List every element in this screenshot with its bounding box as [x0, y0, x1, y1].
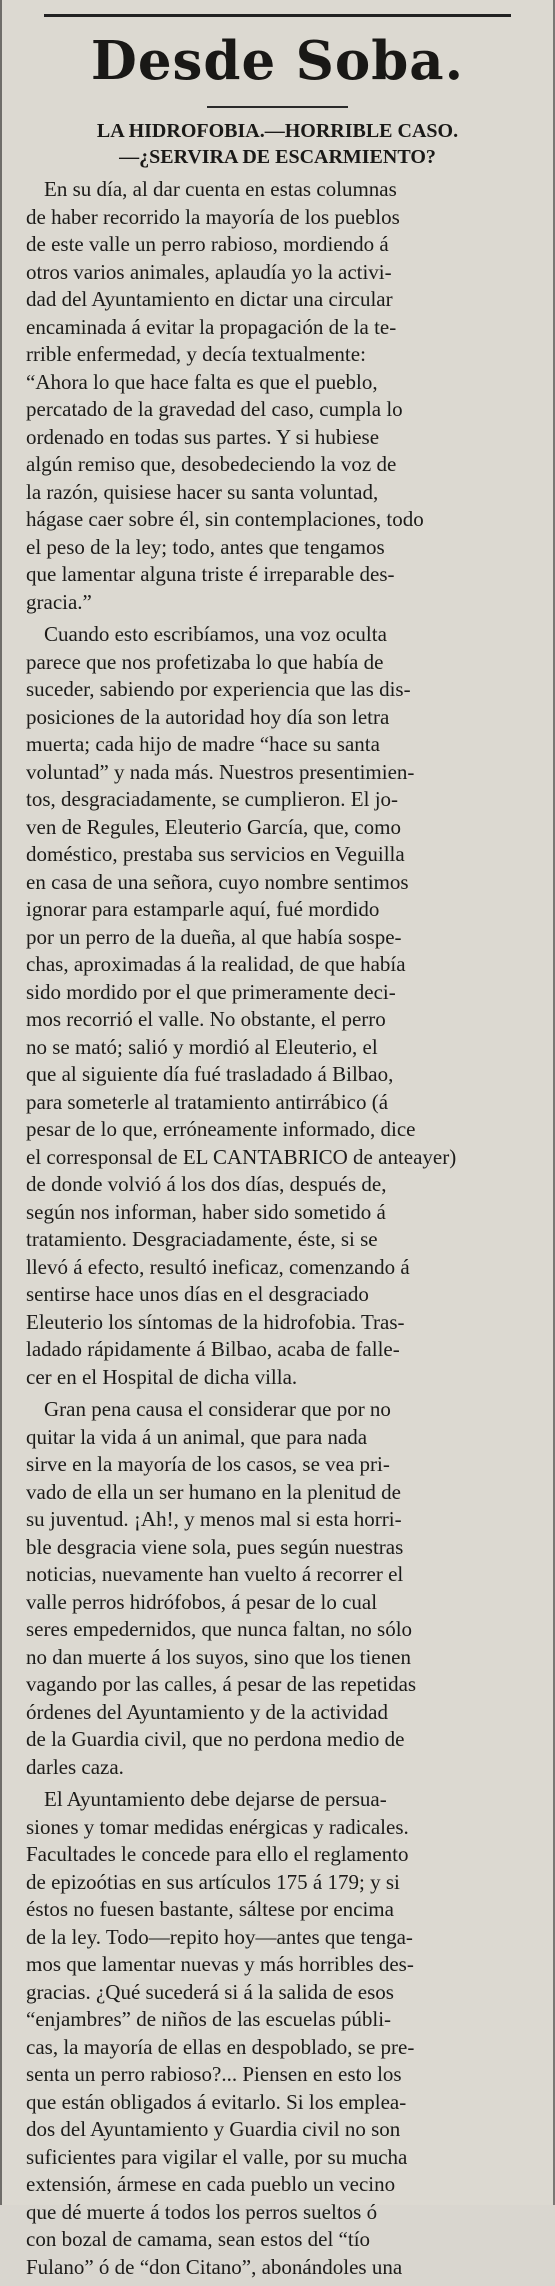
- article-paragraph: [26, 176, 541, 616]
- article-line: gracia.”: [26, 589, 92, 614]
- article-line: tos, desgraciadamente, se cumplieron. El jo-: [26, 787, 399, 811]
- article-line: mos recorrió el valle. No obstante, el perro: [26, 1007, 386, 1031]
- article-line: El Ayuntamiento debe dejarse de persua-: [44, 1787, 387, 1811]
- article-paragraph: [26, 1786, 541, 2281]
- article-line: Fulano” ó de “don Citano”, abonándoles una: [26, 2254, 403, 2279]
- article-heading: [22, 118, 533, 170]
- article-line: su juventud. ¡Ah!, y menos mal si esta horri-: [26, 1507, 402, 1531]
- article-line: que están obligados á evitarlo. Si los emplea-: [26, 2089, 407, 2114]
- article-line: por un perro de la dueña, al que había sospe-: [26, 924, 402, 949]
- article-line: darles caza.: [26, 1754, 124, 1779]
- article-line: tratamiento. Desgraciadamente, éste, si se: [26, 1227, 378, 1251]
- article-line: ordenado en todas sus partes. Y si hubiese: [26, 424, 380, 449]
- article-line: no se mató; salió y mordió al Eleuterio, el: [26, 1034, 378, 1059]
- article-line: éstos no fuesen bastante, sáltese por encima: [26, 1897, 394, 1921]
- article-line: ble desgracia viene sola, pues según nuestras: [26, 1534, 404, 1559]
- article-line: Cuando esto escribíamos, una voz oculta: [44, 622, 387, 646]
- heading-line-2: —¿SERVIRA DE ESCARMIENTO?: [119, 146, 436, 168]
- article-line: de este valle un perro rabioso, mordiendo á: [26, 232, 389, 256]
- article-line: senta un perro rabioso?... Piensen en esto los: [26, 2062, 402, 2086]
- article-line: según nos informan, haber sido sometido á: [26, 1199, 386, 1224]
- article-line: “enjambres” de niños de las escuelas públi-: [26, 2007, 392, 2031]
- article-line: para someterle al tratamiento antirrábico (á: [26, 1089, 389, 1114]
- article-line: cas, la mayoría de ellas en despoblado, se pre-: [26, 2034, 415, 2059]
- article-line: de donde volvió á los dos días, después de,: [26, 1172, 387, 1196]
- article-line: que dé muerte á todos los perros sueltos ó: [26, 2199, 378, 2224]
- heading-line-1: LA HIDROFOBIA.—HORRIBLE CASO.: [96, 120, 459, 142]
- article-line: suceder, sabiendo por experiencia que las dis-: [26, 677, 411, 701]
- section-divider: [207, 106, 348, 108]
- article-line: dos del Ayuntamiento y Guardia civil no son: [26, 2117, 401, 2141]
- article-line: En su día, al dar cuenta en estas columnas: [44, 177, 397, 201]
- article-paragraph: [26, 621, 541, 1391]
- article-line: Gran pena causa el considerar que por no: [44, 1397, 391, 1421]
- article-line: otros varios animales, aplaudía yo la activi-: [26, 259, 392, 284]
- article-line: seres empedernidos, que nunca faltan, no sólo: [26, 1617, 413, 1641]
- article-line: ignorar para estamparle aquí, fué mordido: [26, 897, 380, 921]
- article-line: dad del Ayuntamiento en dictar una circular: [26, 287, 393, 311]
- article-line: órdenes del Ayuntamiento y de la actividad: [26, 1699, 388, 1724]
- article-line: noticias, nuevamente han vuelto á recorrer el: [26, 1562, 404, 1586]
- article-line: que al siguiente día fué trasladado á Bilbao,: [26, 1062, 394, 1086]
- article-line: posiciones de la autoridad hoy día son letra: [26, 704, 390, 729]
- masthead-title: Desde Soba.: [90, 30, 465, 92]
- article-line: ven de Regules, Eleuterio García, que, como: [26, 814, 401, 839]
- article-line: Eleuterio los síntomas de la hidrofobia. Tras-: [26, 1309, 405, 1334]
- article-line: Facultades le concede para ello el reglamento: [26, 1842, 409, 1866]
- article-line: cer en el Hospital de dicha villa.: [26, 1364, 298, 1389]
- article-line: que lamentar alguna triste é irreparable des-: [26, 562, 395, 586]
- article-line: sido mordido por el que primeramente deci-: [26, 979, 396, 1004]
- article-line: suficientes para vigilar el valle, por su mucha: [26, 2144, 408, 2169]
- article-line: encaminada á evitar la propagación de la te-: [26, 314, 397, 339]
- article-line: llevó á efecto, resultó ineficaz, comenzando á: [26, 1254, 410, 1279]
- article-line: de haber recorrido la mayoría de los pueblos: [26, 204, 400, 229]
- article-line: pesar de lo que, erróneamente informado, dice: [26, 1117, 416, 1141]
- article-line: gracias. ¿Qué sucederá si á la salida de esos: [26, 1979, 394, 2004]
- article-line: parece que nos profetizaba lo que había de: [26, 649, 384, 674]
- article-line: mos que lamentar nuevas y más horribles des-: [26, 1952, 414, 1976]
- article-line: el corresponsal de EL CANTABRICO de anteayer): [26, 1144, 457, 1169]
- article-line: el peso de la ley; todo, antes que tengamos: [26, 534, 385, 559]
- article-line: “Ahora lo que hace falta es que el pueblo,: [26, 369, 378, 394]
- article-line: ladado rápidamente á Bilbao, acaba de falle-: [26, 1337, 400, 1361]
- article-line: de epizoótias en sus artículos 175 á 179; y si: [26, 1869, 400, 1894]
- article-line: de la Guardia civil, que no perdona medio de: [26, 1727, 405, 1751]
- article-line: la razón, quisiese hacer su santa voluntad,: [26, 479, 379, 504]
- article-line: muerta; cada hijo de madre “hace su santa: [26, 732, 380, 756]
- article-line: chas, aproximadas á la realidad, de que había: [26, 952, 406, 976]
- article-line: rrible enfermedad, y decía textualmente:: [26, 342, 366, 366]
- article-line: vagando por las calles, á pesar de las repetidas: [26, 1672, 417, 1696]
- article-body: [26, 176, 541, 2286]
- article-line: de la ley. Todo—repito hoy—antes que tenga-: [26, 1924, 413, 1949]
- article-line: en casa de una señora, cuyo nombre sentimos: [26, 869, 409, 894]
- article-line: siones y tomar medidas enérgicas y radicales.: [26, 1814, 409, 1839]
- article-line: valle perros hidrófobos, á pesar de lo cual: [26, 1589, 378, 1614]
- article-line: sentirse hace unos días en el desgraciado: [26, 1282, 369, 1306]
- article-line: voluntad” y nada más. Nuestros presentimien-: [26, 759, 415, 784]
- top-rule: [44, 14, 511, 17]
- article-line: vado de ella un ser humano en la plenitud de: [26, 1479, 401, 1504]
- article-line: con bozal de camama, sean estos del “tío: [26, 2227, 371, 2251]
- article-line: doméstico, prestaba sus servicios en Veguilla: [26, 842, 405, 866]
- article-line: hágase caer sobre él, sin contemplaciones, todo: [26, 507, 424, 531]
- article-line: quitar la vida á un animal, que para nada: [26, 1424, 368, 1449]
- article-paragraph: [26, 1396, 541, 1781]
- article-line: algún remiso que, desobedeciendo la voz de: [26, 452, 397, 476]
- article-line: percatado de la gravedad del caso, cumpla lo: [26, 397, 403, 421]
- article-line: sirve en la mayoría de los casos, se vea pri-: [26, 1452, 390, 1476]
- article-line: extensión, ármese en cada pueblo un vecino: [26, 2172, 396, 2196]
- article-line: no dan muerte á los suyos, sino que los tienen: [26, 1644, 411, 1669]
